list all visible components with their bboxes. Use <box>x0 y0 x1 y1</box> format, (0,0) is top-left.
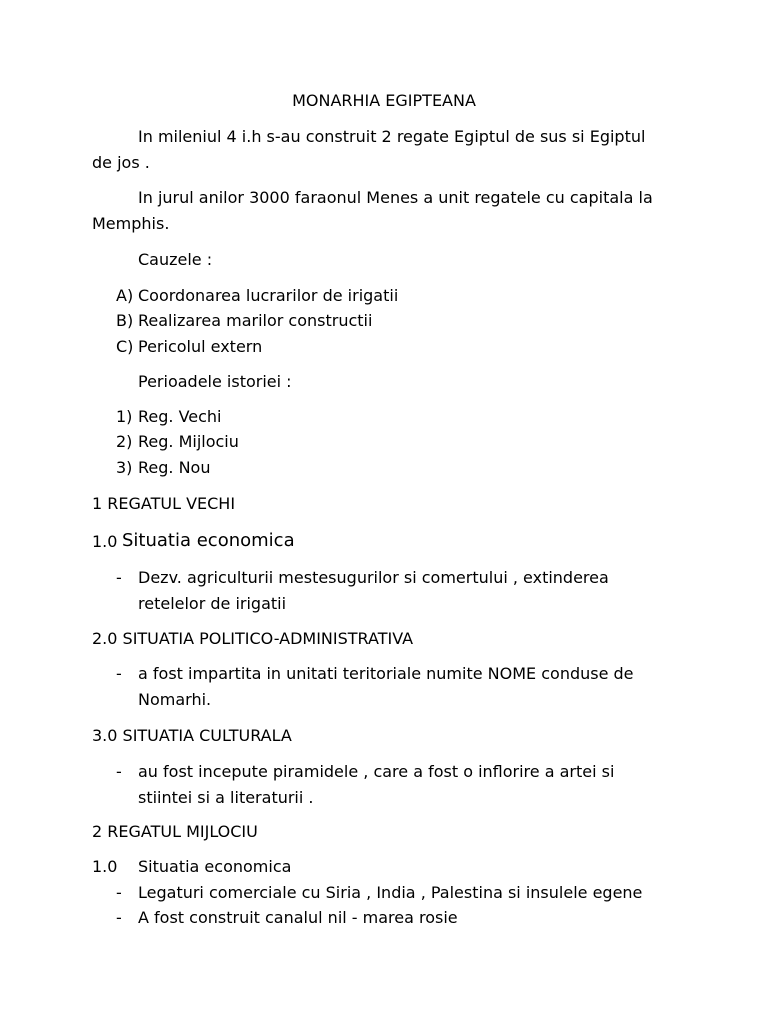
canal-bullet: A fost construit canalul nil - marea rosie <box>138 908 458 927</box>
period-item-1: Reg. Vechi <box>138 407 222 426</box>
causes-heading: Cauzele : <box>138 250 213 269</box>
document-title: MONARHIA EGIPTEANA <box>292 91 476 110</box>
section-2-subsection-title: Situatia economica <box>138 857 292 876</box>
bullet-marker: - <box>116 568 122 587</box>
cause-item-b: Realizarea marilor constructii <box>138 311 373 330</box>
bullet-marker: - <box>116 762 122 781</box>
section-1-heading: 1 REGATUL VECHI <box>92 494 236 513</box>
economic-bullet-line-2: retelelor de irigatii <box>138 594 287 613</box>
cause-marker-a: A) <box>116 286 134 305</box>
cause-item-a: Coordonarea lucrarilor de irigatii <box>138 286 399 305</box>
subsection-1-title: Situatia economica <box>122 530 295 551</box>
bullet-marker: - <box>116 883 122 902</box>
subsection-3-heading: 3.0 SITUATIA CULTURALA <box>92 726 292 745</box>
intro-paragraph-1-line-1: In mileniul 4 i.h s-au construit 2 regate Egiptul de sus si Egiptul <box>138 127 646 146</box>
economic-bullet-line-1: Dezv. agriculturii mestesugurilor si comertului , extinderea <box>138 568 609 587</box>
period-item-2: Reg. Mijlociu <box>138 432 239 451</box>
subsection-2-heading: 2.0 SITUATIA POLITICO-ADMINISTRATIVA <box>92 629 414 648</box>
cause-marker-b: B) <box>116 311 134 330</box>
cause-item-c: Pericolul extern <box>138 337 263 356</box>
cultural-bullet-line-1: au fost incepute piramidele , care a fost o inflorire a artei si <box>138 762 615 781</box>
bullet-marker: - <box>116 664 122 683</box>
section-2-subsection-number: 1.0 <box>92 857 118 876</box>
period-marker-1: 1) <box>116 407 133 426</box>
period-marker-3: 3) <box>116 458 133 477</box>
political-bullet-line-2: Nomarhi. <box>138 690 212 709</box>
bullet-marker: - <box>116 908 122 927</box>
section-2-heading: 2 REGATUL MIJLOCIU <box>92 822 258 841</box>
political-bullet-line-1: a fost impartita in unitati teritoriale numite NOME conduse de <box>138 664 634 683</box>
trade-bullet: Legaturi comerciale cu Siria , India , Palestina si insulele egene <box>138 883 643 902</box>
cultural-bullet-line-2: stiintei si a literaturii . <box>138 788 314 807</box>
periods-heading: Perioadele istoriei : <box>138 372 292 391</box>
period-item-3: Reg. Nou <box>138 458 211 477</box>
period-marker-2: 2) <box>116 432 133 451</box>
intro-paragraph-1-line-2: de jos . <box>92 153 150 172</box>
intro-paragraph-2-line-1: In jurul anilor 3000 faraonul Menes a unit regatele cu capitala la <box>138 188 653 207</box>
cause-marker-c: C) <box>116 337 134 356</box>
intro-paragraph-2-line-2: Memphis. <box>92 214 170 233</box>
subsection-1-number: 1.0 <box>92 532 118 551</box>
